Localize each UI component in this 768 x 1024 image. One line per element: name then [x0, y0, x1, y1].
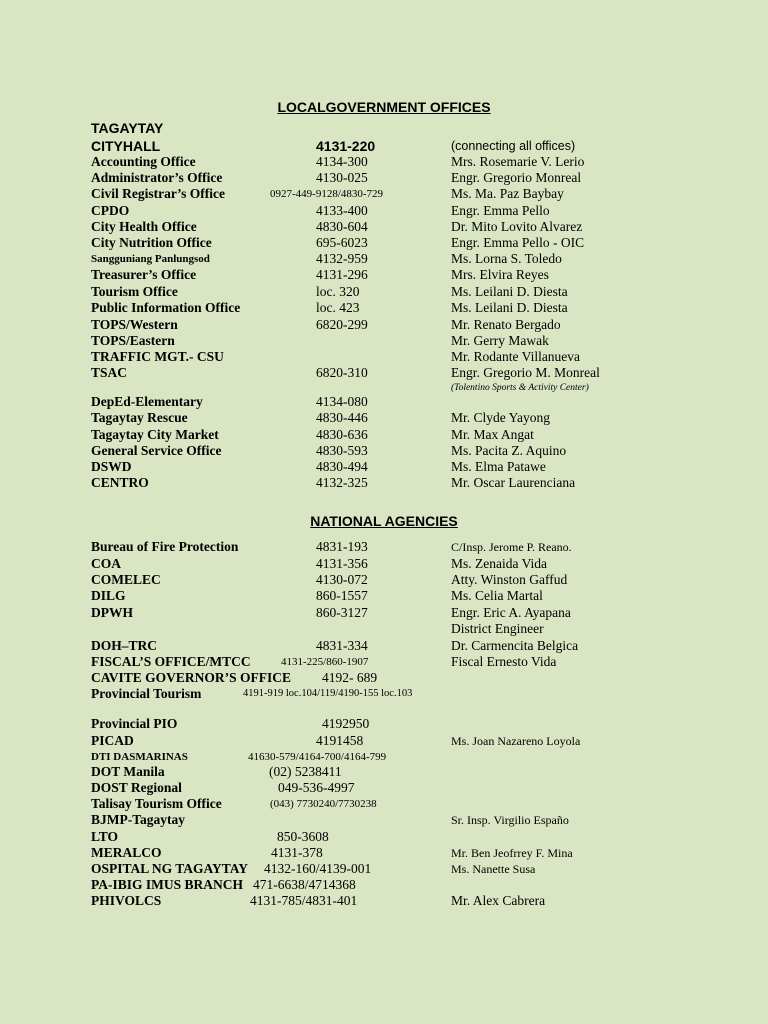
- list-item: [0, 170, 768, 186]
- agency-contact: Atty. Winston Gaffud: [451, 572, 568, 587]
- agency-tel: 4131-785/4831-401: [250, 893, 358, 908]
- agency-name: PICAD: [91, 733, 134, 748]
- list-item: [0, 186, 768, 202]
- city-name: TAGAYTAY: [91, 120, 164, 136]
- agency-name: Provincial PIO: [91, 716, 178, 731]
- office-tel: 4830-494: [316, 459, 368, 474]
- list-item: [0, 235, 768, 251]
- tsac-note: (Tolentino Sports & Activity Center): [451, 383, 589, 393]
- office-tel: 4131-296: [316, 267, 368, 282]
- office-contact: Engr. Emma Pello: [451, 203, 550, 218]
- office-contact: Mr. Gerry Mawak: [451, 333, 549, 348]
- office-contact: Mr. Clyde Yayong: [451, 410, 551, 425]
- agency-name: DOT Manila: [91, 764, 165, 779]
- list-item: [0, 893, 768, 909]
- office-tel: 4130-025: [316, 170, 368, 185]
- list-item: [0, 670, 768, 686]
- office-tel: loc. 320: [316, 284, 360, 299]
- agency-name: PA-IBIG IMUS BRANCH: [91, 877, 244, 892]
- office-contact: Ms. Leilani D. Diesta: [451, 284, 568, 299]
- list-item: [0, 812, 768, 828]
- list-item: [0, 686, 768, 702]
- agency-tel: 4831-334: [316, 638, 368, 653]
- office-name: Tagaytay Rescue: [91, 410, 188, 425]
- agency-tel: 4192950: [322, 716, 370, 731]
- office-contact: Mr. Renato Bergado: [451, 317, 561, 332]
- agency-tel: 4192- 689: [322, 670, 378, 685]
- agency-name: DOST Regional: [91, 780, 182, 795]
- agency-tel: 4132-160/4139-001: [264, 861, 372, 876]
- agency-name: MERALCO: [91, 845, 162, 860]
- list-item: [0, 251, 768, 267]
- list-item: [0, 539, 768, 555]
- agency-tel: 860-1557: [316, 588, 368, 603]
- office-name: TOPS/Eastern: [91, 333, 175, 348]
- office-contact: Mr. Max Angat: [451, 427, 534, 442]
- list-item: [0, 621, 768, 637]
- list-item: [0, 300, 768, 316]
- list-item: [0, 333, 768, 349]
- agency-name: DILG: [91, 588, 126, 603]
- agency-contact: Ms. Zenaida Vida: [451, 556, 548, 571]
- agency-name: LTO: [91, 829, 119, 844]
- agency-contact: Ms. Celia Martal: [451, 588, 543, 603]
- cityhall-name: CITYHALL: [91, 138, 161, 154]
- list-item: [0, 638, 768, 654]
- agency-tel: (043) 7730240/7730238: [270, 798, 377, 810]
- agency-contact: Mr. Ben Jeofrrey F. Mina: [451, 846, 573, 860]
- cityhall-tel: 4131-220: [316, 138, 376, 154]
- agency-tel: (02) 5238411: [269, 764, 342, 779]
- office-name: DepEd-Elementary: [91, 394, 203, 409]
- agency-tel: 4131-225/860-1907: [281, 656, 369, 668]
- agency-name: COMELEC: [91, 572, 161, 587]
- local-heading: LOCALGOVERNMENT OFFICES: [277, 99, 491, 115]
- agency-name: CAVITE GOVERNOR’S OFFICE: [91, 670, 292, 685]
- agency-tel: 4131-356: [316, 556, 368, 571]
- list-item: [0, 654, 768, 670]
- office-name: City Health Office: [91, 219, 197, 234]
- office-contact: Mrs. Rosemarie V. Lerio: [451, 154, 585, 169]
- agency-tel: 4191458: [316, 733, 364, 748]
- city-row: [0, 120, 768, 136]
- agency-name: PHIVOLCS: [91, 893, 162, 908]
- list-item: [0, 475, 768, 491]
- office-contact: Ms. Leilani D. Diesta: [451, 300, 568, 315]
- list-item: [0, 203, 768, 219]
- agency-contact: Engr. Eric A. Ayapana: [451, 605, 571, 620]
- list-item: [0, 219, 768, 235]
- agency-tel: 860-3127: [316, 605, 368, 620]
- office-contact: Mr. Oscar Laurenciana: [451, 475, 576, 490]
- office-contact: Ms. Elma Patawe: [451, 459, 546, 474]
- list-item: [0, 154, 768, 170]
- office-tel: 4132-325: [316, 475, 368, 490]
- list-item: [0, 572, 768, 588]
- agency-contact: District Engineer: [451, 621, 544, 636]
- office-tel: 695-6023: [316, 235, 368, 250]
- office-tel: 4830-593: [316, 443, 368, 458]
- office-tel: 4133-400: [316, 203, 368, 218]
- agency-tel: 4831-193: [316, 539, 368, 554]
- office-name: Tourism Office: [91, 284, 178, 299]
- agency-tel: 471-6638/4714368: [253, 877, 356, 892]
- office-name: Administrator’s Office: [91, 170, 223, 185]
- office-name: TOPS/Western: [91, 317, 178, 332]
- list-item: [0, 733, 768, 749]
- office-name: Sangguniang Panlungsod: [91, 253, 210, 265]
- agency-contact: Ms. Joan Nazareno Loyola: [451, 734, 581, 748]
- list-item: [0, 829, 768, 845]
- agency-contact: Fiscal Ernesto Vida: [451, 654, 557, 669]
- list-item: [0, 749, 768, 765]
- office-tel: 4830-446: [316, 410, 368, 425]
- office-tel: 4134-080: [316, 394, 368, 409]
- office-name: DSWD: [91, 459, 132, 474]
- list-item: [0, 605, 768, 621]
- list-item: [0, 443, 768, 459]
- office-contact: Engr. Gregorio M. Monreal: [451, 365, 600, 380]
- list-item: [0, 410, 768, 426]
- list-item: [0, 796, 768, 812]
- list-item: [0, 764, 768, 780]
- list-item: [0, 459, 768, 475]
- list-item: [0, 317, 768, 333]
- agency-name: OSPITAL NG TAGAYTAY: [91, 861, 249, 876]
- agency-tel: 4130-072: [316, 572, 368, 587]
- agency-tel: 41630-579/4164-700/4164-799: [248, 751, 387, 763]
- office-name: TSAC: [91, 365, 128, 380]
- list-item: [0, 588, 768, 604]
- office-name: TRAFFIC MGT.- CSU: [91, 349, 224, 364]
- agency-contact: Dr. Carmencita Belgica: [451, 638, 579, 653]
- agency-contact: C/Insp. Jerome P. Reano.: [451, 540, 572, 554]
- list-item: [0, 394, 768, 410]
- agency-contact: Ms. Nanette Susa: [451, 862, 536, 876]
- office-tel: 6820-310: [316, 365, 368, 380]
- office-contact: Engr. Emma Pello - OIC: [451, 235, 585, 250]
- office-name: CPDO: [91, 203, 130, 218]
- list-item: [0, 427, 768, 443]
- office-name: Accounting Office: [91, 154, 196, 169]
- list-item: [0, 556, 768, 572]
- office-contact: Mrs. Elvira Reyes: [451, 267, 549, 282]
- office-tel: 4830-636: [316, 427, 368, 442]
- office-contact: Ms. Ma. Paz Baybay: [451, 186, 564, 201]
- office-tel: 4134-300: [316, 154, 368, 169]
- cityhall-row: [0, 138, 768, 154]
- agency-contact: Mr. Alex Cabrera: [451, 893, 546, 908]
- list-item: [0, 365, 768, 381]
- list-item: [0, 267, 768, 283]
- agency-name: BJMP-Tagaytay: [91, 812, 185, 827]
- list-item: [0, 716, 768, 732]
- office-contact: Ms. Pacita Z. Aquino: [451, 443, 567, 458]
- agency-tel: 4131-378: [271, 845, 323, 860]
- office-contact: Mr. Rodante Villanueva: [451, 349, 581, 364]
- office-name: CENTRO: [91, 475, 149, 490]
- office-tel: 4132-959: [316, 251, 368, 266]
- agency-name: Provincial Tourism: [91, 686, 202, 701]
- office-contact: Engr. Gregorio Monreal: [451, 170, 582, 185]
- office-name: City Nutrition Office: [91, 235, 212, 250]
- agency-tel: 4191-919 loc.104/119/4190-155 loc.103: [243, 688, 413, 699]
- list-item: [0, 349, 768, 365]
- office-tel: 4830-604: [316, 219, 368, 234]
- list-item: [0, 780, 768, 796]
- list-item: [0, 845, 768, 861]
- agency-tel: 850-3608: [277, 829, 329, 844]
- office-name: Civil Registrar’s Office: [91, 186, 225, 201]
- agency-tel: 049-536-4997: [278, 780, 355, 795]
- office-name: Public Information Office: [91, 300, 241, 315]
- agency-contact: Sr. Insp. Virgilio Españo: [451, 813, 569, 827]
- agency-name: DOH–TRC: [91, 638, 158, 653]
- agency-name: DPWH: [91, 605, 133, 620]
- list-item: [0, 861, 768, 877]
- agency-name: Bureau of Fire Protection: [91, 539, 239, 554]
- office-tel: loc. 423: [316, 300, 360, 315]
- national-heading: NATIONAL AGENCIES: [310, 513, 458, 529]
- office-tel: 6820-299: [316, 317, 368, 332]
- agency-name: DTI DASMARINAS: [91, 751, 188, 763]
- agency-name: COA: [91, 556, 121, 571]
- office-contact: Ms. Lorna S. Toledo: [451, 251, 562, 266]
- office-name: Tagaytay City Market: [91, 427, 219, 442]
- agency-name: FISCAL’S OFFICE/MTCC: [91, 654, 251, 669]
- office-contact: Dr. Mito Lovito Alvarez: [451, 219, 583, 234]
- office-tel: 0927-449-9128/4830-729: [270, 188, 384, 200]
- list-item: [0, 284, 768, 300]
- cityhall-note: (connecting all offices): [451, 139, 576, 153]
- agency-name: Talisay Tourism Office: [91, 796, 222, 811]
- office-name: Treasurer’s Office: [91, 267, 197, 282]
- list-item: [0, 877, 768, 893]
- office-name: General Service Office: [91, 443, 222, 458]
